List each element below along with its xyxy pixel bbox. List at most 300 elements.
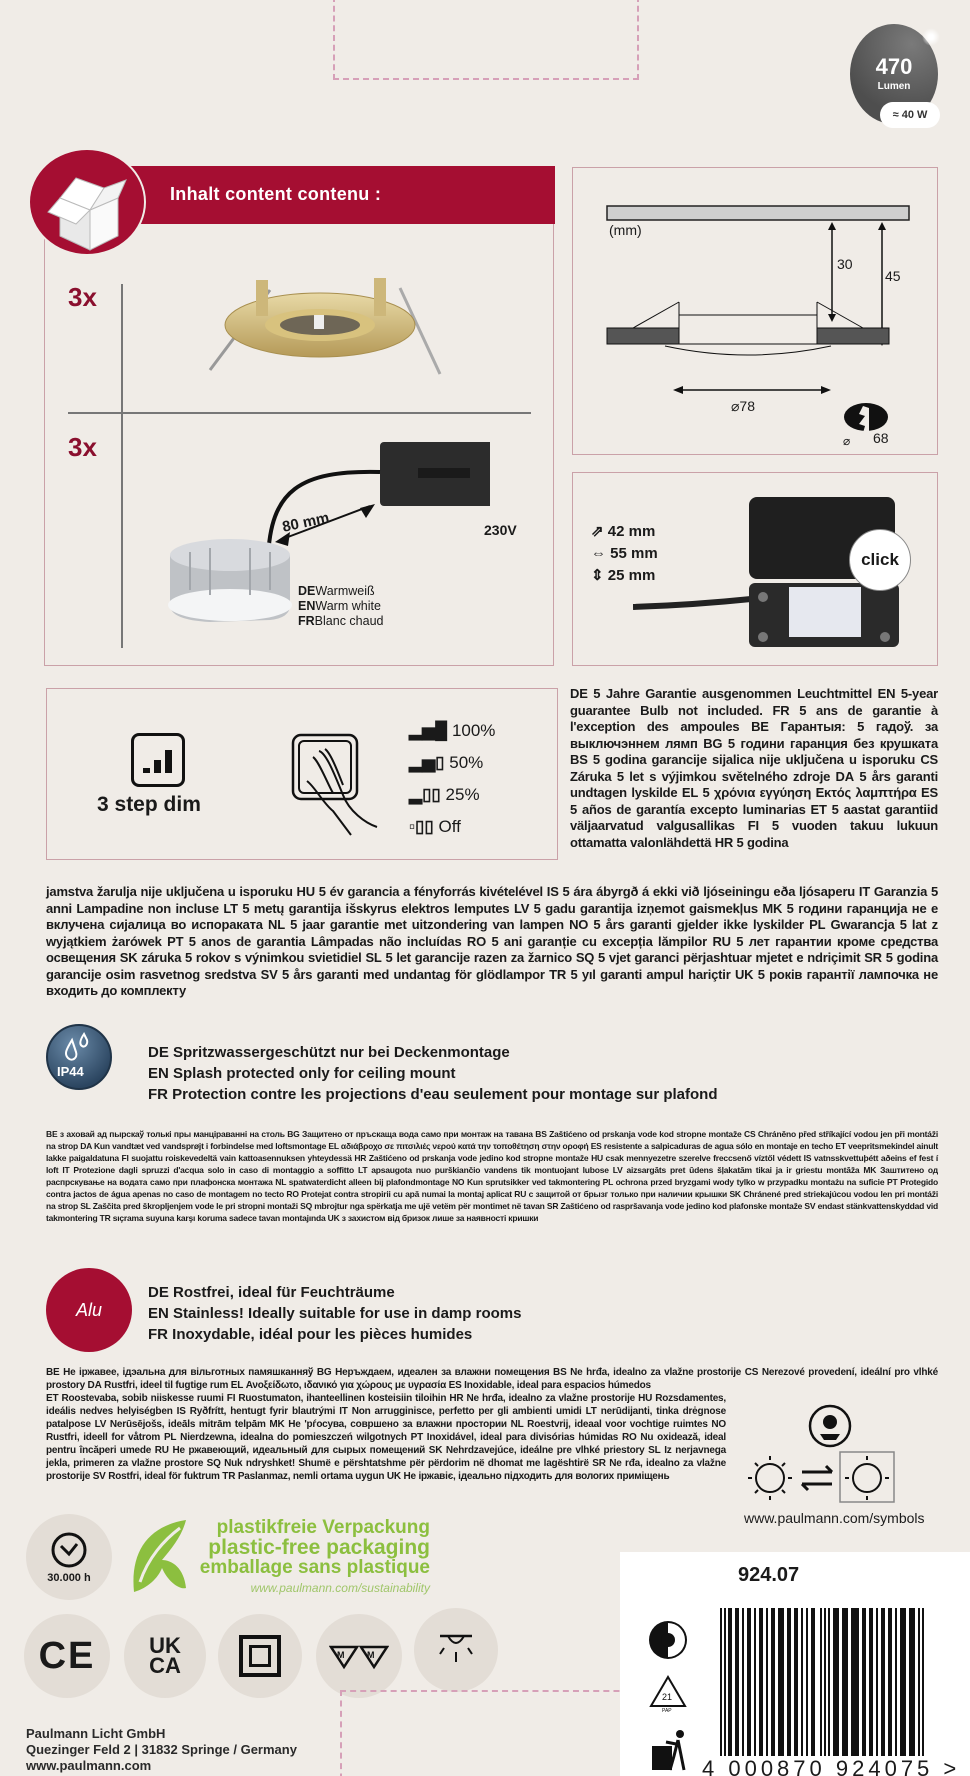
sustainability-block: plastikfreie Verpackung plastic-free packaging emballage sans plastique www.paulmann.com/sustainability	[199, 1517, 430, 1595]
lang-text: Неръждаем, идеален за влажни помещения	[331, 1367, 554, 1378]
lumen-value: 470	[875, 54, 913, 79]
guarantee-text-right	[570, 686, 938, 851]
contents-vertical-divider	[121, 284, 123, 648]
lang-code: IS	[803, 1153, 814, 1163]
lang-code: TR	[222, 1471, 236, 1482]
lang-code: TR	[99, 1213, 113, 1223]
lumen-badge	[848, 24, 942, 128]
lang-text: Iz nerjavnega jekla, primeren za vlažne prostore	[46, 1445, 726, 1469]
lang-text: Kun sprutsikker ved takmontering	[466, 1177, 603, 1187]
alu-lines: DE Rostfrei, ideal für Feuchträume EN Stainless! Ideally suitable for use in damp rooms FR Inoxydable, idéal pour les pièces humides	[148, 1284, 522, 1343]
cutout-diameter-label: 68	[873, 430, 889, 446]
lang-code: EL	[328, 1141, 341, 1151]
lang-code: BE	[46, 1367, 60, 1378]
lang-code: BS	[535, 1129, 550, 1139]
lang-code: RO	[621, 1432, 637, 1443]
dim-level-off: ▫▯▯ Off	[409, 817, 461, 836]
unit-label: (mm)	[609, 222, 642, 238]
lang-code: PL	[163, 1432, 177, 1443]
lang-code: PT	[887, 1177, 901, 1187]
lang-text: Ανοξείδωτο, ιδανικό για χώρους με υγρασία	[243, 1380, 449, 1391]
barcode-bar	[842, 1608, 848, 1758]
lang-text: Paslanmaz, nemli ortama uygun	[235, 1471, 387, 1482]
lang-code: SR	[546, 1201, 561, 1211]
lang-text: 5 godina	[733, 834, 789, 850]
lang-text: 5 anos de garantia Lâmpadas não incluídas	[183, 933, 467, 949]
ukca-mark	[124, 1614, 206, 1698]
lifetime-badge	[26, 1514, 112, 1600]
lang-code: HU	[638, 1393, 653, 1404]
lang-code: BS	[553, 1367, 567, 1378]
lang-code: IT	[858, 884, 871, 899]
lang-text: ochrona przed bryzgami wody tylko w przypadku montażu na suficie	[615, 1177, 887, 1187]
touch-switch-icon	[289, 731, 389, 841]
lang-code: LV	[612, 1165, 627, 1175]
lang-code: BE	[46, 1129, 60, 1139]
lang-code: BG	[287, 1129, 303, 1139]
signal-1-icon: ▂▯▯	[409, 785, 441, 804]
lang-code: SK	[428, 1445, 443, 1456]
replaceable-light-source-symbol	[740, 1404, 920, 1504]
lang-code: LV	[94, 1419, 107, 1430]
lang-code: EL	[681, 785, 699, 800]
lang-text: з захистом від бризок лише за наявності кришки	[341, 1213, 539, 1223]
contents-horizontal-divider	[68, 412, 531, 414]
lang-code: MK	[269, 1419, 285, 1430]
lang-code: DE	[570, 686, 588, 701]
lang-code: FI	[121, 1153, 132, 1163]
lang-code: LV	[513, 900, 530, 916]
symbols-link[interactable]: www.paulmann.com/symbols	[744, 1510, 925, 1526]
lang-text: nerūdijanti, tinka drėgnose patalpose	[46, 1406, 726, 1430]
lang-text: Roestvrij, ideaal voor vochtige ruimtes	[523, 1419, 712, 1430]
lang-text: Gwarancja 5 lat z wyjątkiem żarówek	[46, 917, 938, 949]
lumen-unit: Lumen	[877, 81, 911, 92]
lang-code: SL	[648, 1445, 661, 1456]
barcode-bar	[794, 1608, 798, 1758]
lang-text: Zaštićeno od prskanja vode jedino kod stropne montaže	[368, 1153, 592, 1163]
mounting-depth-label: 30	[837, 256, 853, 272]
lang-code: ES	[921, 785, 938, 800]
lang-text: vatnsskvettuþétt aðeins ef fest í loft	[46, 1153, 938, 1175]
lang-code: NL	[275, 1177, 289, 1187]
lang-text: 5-year guarantee Bulb not included.	[570, 686, 938, 718]
lang-code: SV	[260, 966, 278, 982]
lang-code: BG	[316, 1367, 332, 1378]
lang-text: 5 év garancia a fényforrás kivételével	[314, 884, 547, 899]
lang-code: NL	[268, 917, 285, 932]
lang-code: ES	[448, 1380, 462, 1391]
lang-code: ET	[46, 1393, 59, 1404]
lang-text: Ryðfrítt, hentugt fyrir blautrými	[185, 1406, 340, 1417]
lang-code: SQ	[300, 1201, 315, 1211]
lang-code: UK	[734, 966, 754, 982]
lang-text: з аховай ад пырскаў толькі пры манціраванні на столь	[59, 1129, 288, 1139]
item-1-quantity: 3x	[68, 282, 97, 312]
lang-code: IT	[339, 1406, 348, 1417]
ceiling-light-mark	[414, 1608, 498, 1692]
barcode-bar	[771, 1608, 775, 1758]
lang-code: ET	[810, 801, 827, 817]
lang-code: SQ	[206, 1458, 221, 1469]
lang-code: PT	[410, 1432, 423, 1443]
barcode-bar	[724, 1608, 726, 1776]
svg-text:M: M	[337, 1650, 345, 1660]
lang-code: MK	[762, 900, 783, 916]
clock-icon	[49, 1530, 89, 1570]
lang-text: Rustfri, ideell for våtrom	[46, 1432, 164, 1443]
lang-text: Ne rđa, idealno za vlažne prostorije	[46, 1458, 726, 1482]
barcode-bar	[881, 1608, 885, 1758]
lang-text: 5 vjet garanci përjashtuar mjetet e ndriçimit	[594, 950, 865, 965]
dimensions-diagram	[573, 168, 939, 456]
alu-badge	[46, 1268, 132, 1352]
lang-text: 5 aastat garantiid väljaarvatud valgusallikas	[570, 801, 938, 833]
lang-code: EN	[877, 686, 896, 701]
company-address: Quezinger Feld 2 | 31832 Springe / Germany	[26, 1742, 297, 1757]
class-ii-mark	[218, 1614, 302, 1698]
lang-text: jamstva žarulja nije uključena u isporuku	[46, 884, 297, 899]
barcode-bar	[888, 1608, 892, 1758]
lang-text: 5 години гаранция без крушката	[722, 735, 938, 751]
lang-text: sıçrama suyuna karşı koruma sadece tavan montajında	[112, 1213, 328, 1223]
lang-text: resistente a salpicaduras de agua sólo en montaje en techo	[603, 1141, 836, 1151]
alu-multilingual-left	[46, 1392, 726, 1483]
contents-header: Inhalt content contenu :	[170, 184, 382, 204]
barcode-bar	[787, 1608, 791, 1758]
lang-code: LT	[357, 1165, 372, 1175]
alu-multilingual-top	[46, 1366, 938, 1392]
lang-text: csak mennyezetre szerelve freccsenő víztől védett	[605, 1153, 804, 1163]
lang-text: Zaštićeno od raspršavanja vode jedino kod plafonske montaže	[560, 1201, 805, 1211]
signal-3-icon: ▂▅█	[409, 721, 448, 740]
lang-text: 5 ans de garantie à l'exception des ampoules	[570, 702, 938, 734]
barcode-bar	[742, 1608, 744, 1758]
spec-height: ⇕ 25 mm	[591, 567, 656, 584]
barcode-digits: 4 000870 924075 >	[702, 1756, 960, 1776]
waste-bin-icon	[650, 1728, 690, 1772]
lang-text: Rustfri, ideel til fugtige rum	[101, 1380, 231, 1391]
company-website[interactable]: www.paulmann.com	[26, 1758, 152, 1773]
lang-code: SR	[592, 1458, 606, 1469]
barcode-bar	[778, 1608, 784, 1758]
top-cutout-outline	[333, 0, 639, 80]
lang-text: 5 χρόνια εγγύηση Εκτός λαμπτήρα	[698, 785, 922, 800]
lifetime-label: 30.000 h	[47, 1572, 91, 1584]
barcode-bar	[820, 1608, 822, 1776]
cutout-diameter-symbol: ⌀	[843, 434, 851, 448]
lang-text: Protegido contra jactos de água apenas no caso de montagem no tecto	[46, 1177, 938, 1199]
lang-code: BS	[570, 752, 588, 767]
lang-code: UK	[327, 1213, 342, 1223]
lang-text: veepritsmekindel ainult lakke paigaldatuna	[46, 1141, 939, 1163]
lang-text: záruka 5 rokov s výnimkou svietidiel	[137, 950, 366, 965]
leaf-icon	[128, 1518, 190, 1598]
lang-text: Garanzia 5 anni Lampadine non incluse	[46, 884, 939, 916]
lang-text: Roostevaba, sobib niiskesse ruumi	[58, 1393, 227, 1404]
barcode-block	[620, 1552, 970, 1776]
barcode-bar	[754, 1608, 756, 1758]
lang-code: DA	[835, 768, 854, 784]
sparkle-icon	[922, 28, 940, 46]
bottom-cutout-outline	[340, 1690, 660, 1776]
lang-code: ET	[835, 1141, 849, 1151]
lang-text: 5 ani garanție cu excepția lămpilor	[486, 933, 713, 949]
lang-text: endast stänkvattenskyddad vid takmontering	[46, 1201, 939, 1223]
lang-code: HR	[449, 1393, 464, 1404]
svg-text:M: M	[367, 1650, 375, 1660]
recycling-21-icon	[648, 1674, 688, 1714]
lang-text: 5 años de garantía excepto luminarias	[570, 801, 811, 817]
ip44-multilingual	[46, 1128, 938, 1224]
lang-text: Nierdzewna, idealna do pomieszczeń wilgotnych	[176, 1432, 411, 1443]
lang-code: NO	[451, 1177, 467, 1187]
lang-text: aizsargāts pret ūdens šļakatām tikai ja ir griestu montāža	[626, 1165, 864, 1175]
lang-text: 5 ára ábyrgð á ekki við ljóseiningu eða ljósaperu	[558, 884, 859, 899]
lang-code: LT	[223, 900, 238, 916]
dim-levels	[409, 715, 495, 843]
lang-text: 5 vuoden takuu lukuun ottamatta valonlähdettä	[570, 818, 938, 850]
ip44-label: IP44	[57, 1064, 84, 1079]
barcode-bar	[895, 1608, 897, 1758]
cable-length-label: 80 mm	[280, 509, 331, 536]
lang-code: SK	[119, 950, 138, 965]
alu-label: Alu	[75, 1299, 102, 1320]
lang-text: Nerūsējošs, ideāls mitrām telpām	[106, 1419, 270, 1430]
wattage-equivalent: ≈ 40 W	[892, 109, 928, 121]
lang-code: RO	[466, 933, 487, 949]
lang-code: FI	[747, 818, 759, 833]
lang-code: RU	[514, 1189, 529, 1199]
signal-2-icon: ▂▅▯	[409, 753, 445, 772]
lang-text: 5 jaar garantie met uitzondering van lampen	[284, 917, 570, 932]
lang-code: RO	[286, 1189, 302, 1199]
barcode-bar	[828, 1608, 830, 1758]
barcode-bar	[801, 1608, 803, 1758]
lang-text: Гарантыя: 5 гадоў. за выключэннем лямп	[570, 719, 939, 751]
lang-text: 5 let garancije razen za žarnico	[381, 950, 576, 965]
ce-mark	[24, 1614, 110, 1698]
spec-width: ⇔ 55 mm	[591, 545, 658, 562]
lang-text: 5 років гарантії лампочка не входить до комплекту	[46, 966, 938, 998]
contents-header-bar	[130, 166, 555, 224]
barcode-bar	[735, 1608, 739, 1758]
click-bubble	[849, 529, 911, 591]
lang-code: UK	[386, 1471, 401, 1482]
lang-text: Не іржавее, ідэальна для вільготных памяшканняў	[59, 1367, 317, 1378]
lang-text: 5 års garanti med undantag för glödlampor	[277, 966, 550, 982]
open-box-icon	[30, 150, 148, 258]
box-icon-circle	[28, 148, 146, 256]
lang-text: spatwaterdicht alleen bij plafondmontage	[288, 1177, 452, 1187]
lang-text: Chráněno před stříkající vodou jen při montáži na strop	[46, 1129, 938, 1151]
lang-code: CS	[920, 752, 938, 767]
voltage-label: 230V	[484, 522, 517, 538]
dim-level-25: ▂▯▯ 25%	[409, 785, 480, 804]
lang-text: 5 godina garancije sijalica nije uključena u isporuku	[587, 752, 921, 767]
outer-diameter-label: ⌀78	[731, 398, 756, 414]
lang-code: SK	[729, 1189, 744, 1199]
lang-code: CS	[744, 1367, 759, 1378]
lang-code: IS	[546, 884, 559, 899]
barcode-bar	[869, 1608, 873, 1758]
lang-code: HU	[591, 1153, 606, 1163]
lang-text: Zaštićeno od prskanja vode kod stropne montaže	[549, 1129, 745, 1139]
lang-text: Защитено от пръскаща вода само при монтаж на тавана	[302, 1129, 536, 1139]
lang-text: 5 години гаранција не е вклучена сијалица во испораката	[46, 900, 939, 932]
lang-code: SV	[804, 1201, 818, 1211]
recycling-code: 21	[662, 1692, 673, 1702]
ukca-icon: UK CA	[149, 1633, 181, 1678]
ip44-badge	[46, 1024, 112, 1090]
lang-code: SV	[92, 1471, 106, 1482]
lang-code: CS	[744, 1129, 758, 1139]
lang-code: HU	[296, 884, 315, 899]
vertical-arrow-icon: ⇕	[591, 567, 604, 584]
dim-icon	[131, 733, 185, 787]
barcode-bar	[918, 1608, 920, 1776]
lang-code: BG	[703, 735, 723, 751]
lang-code: PT	[167, 933, 184, 949]
spec-length: ⇗ 42 mm	[591, 523, 656, 540]
lang-text: с защитой от брызг только при наличии крышки	[528, 1189, 730, 1199]
lang-code: IT	[62, 1165, 74, 1175]
lang-text: Ne hrđa, idealno za vlažne prostorije	[463, 1393, 639, 1404]
ip44-lines: DE Spritzwassergeschützt nur bei Deckenmontage EN Splash protected only for ceiling mount FR Protection contre les projections d'eau seulement pour montage sur plafond	[148, 1044, 718, 1103]
dim-level-50: ▂▅▯ 50%	[409, 753, 484, 772]
lang-text: Заштитено од распрскување на водата само при плафонска монтажа	[46, 1165, 938, 1187]
lang-text: Не ржавеющий, идеальный для сырых помещений	[168, 1445, 429, 1456]
barcode-bar	[876, 1608, 878, 1758]
lang-text: Inoxidable, ideal para espacios húmedos	[461, 1380, 651, 1391]
lang-code: NO	[711, 1419, 727, 1430]
lang-code: SQ	[575, 950, 595, 965]
lang-code: FI	[226, 1393, 236, 1404]
lang-code: RU	[154, 1445, 169, 1456]
lang-text: 5 års garanti gjelder ikke lyskilder	[588, 917, 810, 932]
ceiling-light-icon	[436, 1630, 476, 1670]
lang-text: Ruostumaton, ihanteellinen kosteisiin tiloihin	[235, 1393, 450, 1404]
lang-code: NO	[569, 917, 589, 932]
lang-text: Nerezové provedení, ideální pro vlhké prostory	[46, 1367, 938, 1391]
barcode-bar	[862, 1608, 866, 1758]
dimensions-panel	[572, 167, 938, 455]
lang-text: Kun vandtæt ved vandsprøjt i forbindelse med loftsmontage	[93, 1141, 329, 1151]
lang-text: αδιάβροχο σε πιτσιλιές νερού κατά την τοποθέτηση στην οροφή	[340, 1141, 591, 1151]
dim-label: 3 step dim	[97, 793, 201, 816]
color-temperature-labels: DEWarmweiß ENWarm white FRBlanc chaud	[298, 584, 384, 628]
barcode	[716, 1608, 956, 1776]
diagonal-arrow-icon: ⇗	[591, 523, 604, 540]
lang-code: SR	[864, 950, 882, 965]
lang-text: 5 Jahre Garantie ausgenommen Leuchtmittel	[587, 686, 878, 701]
company-name: Paulmann Licht GmbH	[26, 1726, 166, 1741]
lang-text: Nehrdzavejúce, ideálne pre vlhké priestory	[442, 1445, 649, 1456]
dimming-panel	[46, 688, 558, 860]
barcode-bar	[909, 1608, 915, 1758]
lang-text: Non arrugginisce, perfetto per gli ambienti umidi	[347, 1406, 586, 1417]
green-dot-icon	[646, 1618, 690, 1662]
lang-code: LT	[585, 1406, 597, 1417]
lang-text: Nu oxidează, ideal pentru încăperi umede	[46, 1432, 726, 1456]
guarantee-text-full	[46, 884, 938, 1000]
lang-text: Chránené pred striekajúcou vodou len pri montáži na strop	[46, 1189, 938, 1211]
lang-code: DA	[87, 1380, 102, 1391]
recycling-label: PAP	[662, 1708, 672, 1714]
lang-code: ES	[590, 1141, 604, 1151]
lang-text: 5 лет гарантии кроме средства освещения	[46, 933, 938, 965]
barcode-bar	[922, 1608, 924, 1776]
barcode-bar	[728, 1608, 732, 1758]
lang-code: MK	[863, 1165, 881, 1175]
lang-code: RU	[712, 933, 731, 949]
lang-text: Rozsdamentes, ideális nedves helyiségben	[46, 1393, 726, 1417]
fixture-frame-image	[190, 270, 450, 390]
lang-text: Zaščita pred škropljenjem vode le pri stropni montaži	[92, 1201, 301, 1211]
lang-text: Záruka 5 let s výjimkou světelného zdroje	[570, 768, 836, 784]
lang-code: DA	[80, 1141, 94, 1151]
double-square-icon	[239, 1635, 281, 1677]
lang-code: PL	[809, 917, 826, 932]
junction-box-panel	[572, 472, 938, 666]
barcode-bar	[811, 1608, 815, 1758]
lang-text: 5 yıl garanti ampul hariçtir	[566, 966, 735, 982]
lang-text: Rostfri, ideal för fuktrum	[105, 1471, 223, 1482]
lang-code: NL	[510, 1419, 524, 1430]
lang-text: Inoxidável, ideal para divisórias húmidas	[422, 1432, 622, 1443]
lang-text: Nuk ndryshket! Shumë e përshtatshme për përdorim në dhomat me lagështirë	[220, 1458, 593, 1469]
total-depth-label: 45	[885, 268, 901, 284]
lang-text: Не іржавіє, ідеально підходить для вологих приміщень	[400, 1471, 670, 1482]
lang-text: mbrojtur nga spërkatja me ujë vetëm për montimet në tavan	[314, 1201, 547, 1211]
lang-code: SL	[80, 1201, 93, 1211]
barcode-bar	[851, 1608, 859, 1758]
lang-text: suojattu roiskevedeltä vain kattoasennuksen yhteydessä	[131, 1153, 355, 1163]
lang-text: Не 'рѓосува, совршено за влажни простории	[284, 1419, 511, 1430]
company-info	[26, 1726, 297, 1774]
horizontal-arrow-icon: ⇔	[591, 545, 606, 562]
barcode-bar	[747, 1608, 751, 1758]
lang-code: EL	[230, 1380, 244, 1391]
item-2-quantity: 3x	[68, 432, 97, 462]
lang-text: Ne hrđa, idealno za vlažne prostorije	[566, 1367, 745, 1378]
lang-code: SL	[365, 950, 382, 965]
ce-icon: CE	[38, 1634, 96, 1677]
barcode-bar	[900, 1608, 906, 1758]
lang-code: HR	[354, 1153, 369, 1163]
lang-text: 5 gadu garantija izņemot gaismekļus	[529, 900, 763, 916]
lang-text: Protezione dagli spruzzi d'acqua solo in caso di montaggio a soffitto	[73, 1165, 358, 1175]
lang-code: IS	[176, 1406, 186, 1417]
barcode-bar	[806, 1608, 808, 1758]
lang-text: 5 års garanti undtagen lyskilde	[570, 768, 938, 800]
lang-text: 5 metų garantija išskyrus elektros lemputes	[237, 900, 514, 916]
lang-code: HR	[714, 834, 734, 850]
dim-level-100: ▂▅█ 100%	[409, 721, 496, 740]
lang-code: FR	[772, 702, 790, 718]
lang-code: BE	[751, 719, 769, 734]
barcode-bar	[833, 1608, 839, 1758]
lang-code: TR	[549, 966, 567, 982]
lang-text: 5 godina garancije osim rasvetnog sredstva	[46, 950, 938, 982]
barcode-bar	[824, 1608, 826, 1776]
click-label: click	[861, 550, 899, 569]
mm-triangles-icon	[329, 1641, 389, 1671]
article-number: 924.07	[738, 1564, 800, 1586]
furniture-mount-mark	[316, 1614, 402, 1698]
lang-text: apsaugota nuo purškiančio vandens tik montuojant lubose	[371, 1165, 613, 1175]
barcode-bar	[759, 1608, 763, 1758]
